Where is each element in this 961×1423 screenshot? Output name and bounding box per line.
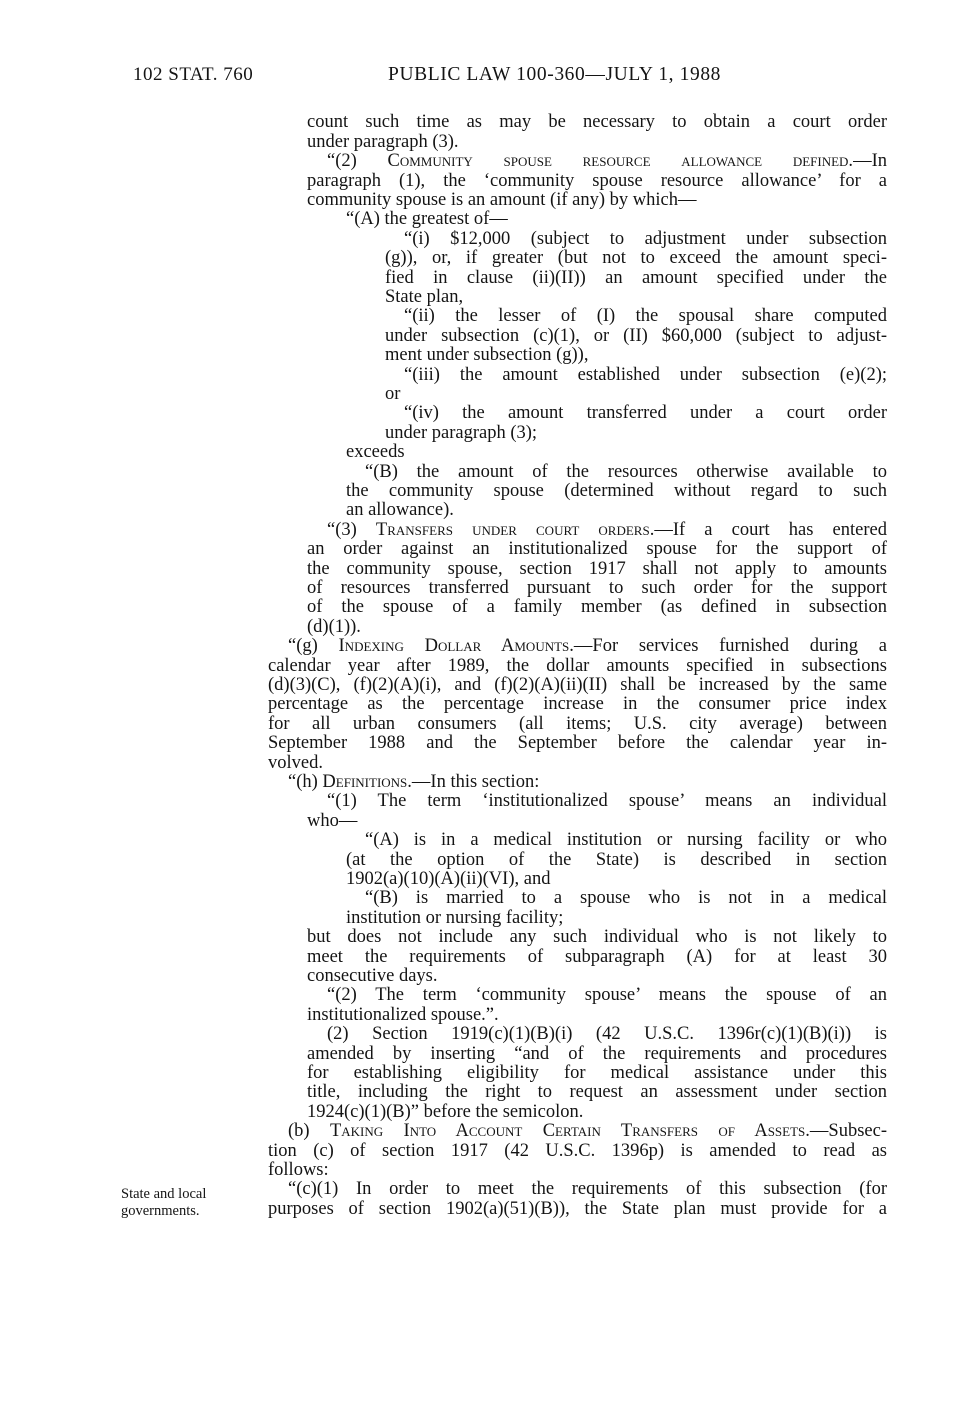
text-line: “(i) $12,000 (subject to adjustment under subsection [404, 230, 887, 249]
text-line: ment under subsection (g)), [385, 346, 589, 365]
section-number: “(h) [288, 773, 323, 792]
text-line: (g)), or, if greater (but not to exceed the amount speci- [385, 249, 887, 268]
text-line: count such time as may be necessary to obtain a court order [307, 113, 887, 132]
text-line: of resources transferred pursuant to such order for the support [307, 579, 887, 598]
stat-page-reference: 102 STAT. 760 [133, 64, 254, 85]
section-heading: Community spouse resource allowance defined. [387, 152, 854, 171]
text-line: “(iii) the amount established under subsection (e)(2); [404, 366, 887, 385]
margin-note-line: governments. [121, 1203, 200, 1219]
text-line: the community spouse (determined without regard to such [346, 482, 887, 501]
section-heading: Definitions. [322, 773, 412, 792]
text-line: paragraph (1), the ‘community spouse resource allowance’ for a [307, 172, 887, 191]
text-line: but does not include any such individual who is not likely to [307, 928, 887, 947]
section-number: (b) [288, 1122, 330, 1141]
margin-note-line: State and local [121, 1186, 207, 1202]
section-heading-line [288, 773, 887, 793]
text-line: under subsection (c)(1), or (II) $60,000 (subject to adjust- [385, 327, 887, 346]
text-line: of the spouse of a family member (as defined in subsection [307, 598, 887, 617]
section-heading: Transfers under court orders. [375, 521, 655, 540]
text-line: September 1988 and the September before the calendar year in- [268, 734, 887, 753]
section-text: —In this section: [411, 773, 540, 792]
section-number: “(2) [327, 152, 388, 171]
text-line: (d)(3)(C), (f)(2)(A)(i), and (f)(2)(A)(ii)(II) shall be increased by the same [268, 676, 887, 695]
text-line: “(iv) the amount transferred under a court order [404, 404, 887, 423]
text-line: volved. [268, 754, 323, 773]
text-line: “(B) is married to a spouse who is not in a medical [365, 889, 887, 908]
text-line: under paragraph (3); [385, 424, 538, 443]
text-line: “(1) The term ‘institutionalized spouse’ means an individual [327, 792, 887, 811]
section-heading: Indexing Dollar Amounts. [338, 637, 574, 656]
text-line: follows: [268, 1161, 329, 1180]
section-heading-line [288, 637, 887, 657]
text-line: “(c)(1) In order to meet the requirements of this subsection (for [288, 1180, 887, 1199]
section-number: “(g) [288, 637, 339, 656]
text-line: who— [307, 812, 358, 831]
section-heading-line [288, 1122, 887, 1142]
section-heading-line [327, 521, 887, 541]
section-text: —In [853, 152, 887, 171]
page-header [0, 64, 961, 90]
text-line: an order against an institutionalized spouse for the support of [307, 540, 887, 559]
text-line: “(B) the amount of the resources otherwise available to [365, 463, 887, 482]
text-line: meet the requirements of subparagraph (A) for at least 30 [307, 948, 887, 967]
text-line: under paragraph (3). [307, 133, 459, 152]
text-line: or [385, 385, 401, 404]
text-line: percentage as the percentage increase in the consumer price index [268, 695, 887, 714]
section-text: —For services furnished during a [573, 637, 887, 656]
section-heading-line [327, 152, 887, 172]
text-line: for all urban consumers (all items; U.S. city average) between [268, 715, 887, 734]
text-line: for establishing eligibility for medical assistance under this [307, 1064, 887, 1083]
margin-note [121, 1186, 206, 1220]
text-line: calendar year after 1989, the dollar amounts specified in subsections [268, 657, 887, 676]
text-line: State plan, [385, 288, 464, 307]
text-line: exceeds [346, 443, 405, 462]
text-line: institutionalized spouse.”. [307, 1006, 499, 1025]
section-text: —Subsec- [809, 1122, 887, 1141]
text-line: community spouse is an amount (if any) by which— [307, 191, 697, 210]
text-line: title, including the right to request an assessment under section [307, 1083, 887, 1102]
text-line: 1902(a)(10)(A)(ii)(VI), and [346, 870, 551, 889]
text-line: consecutive days. [307, 967, 438, 986]
text-line: “(A) is in a medical institution or nursing facility or who [365, 831, 887, 850]
text-line: institution or nursing facility; [346, 909, 564, 928]
law-title: PUBLIC LAW 100-360—JULY 1, 1988 [388, 64, 722, 85]
text-line: “(ii) the lesser of (I) the spousal share computed [404, 307, 887, 326]
section-number: “(3) [327, 521, 376, 540]
text-line: purposes of section 1902(a)(51)(B)), the State plan must provide for a [268, 1200, 887, 1219]
text-line: (2) Section 1919(c)(1)(B)(i) (42 U.S.C. 1396r(c)(1)(B)(i)) is [327, 1025, 887, 1044]
text-line: the community spouse, section 1917 shall not apply to amounts [307, 560, 887, 579]
text-line: amended by inserting “and of the requirements and procedures [307, 1045, 887, 1064]
text-line: fied in clause (ii)(II)) an amount specified under the [385, 269, 887, 288]
text-line: tion (c) of section 1917 (42 U.S.C. 1396p) is amended to read as [268, 1142, 887, 1161]
section-text: —If a court has entered [654, 521, 887, 540]
text-line: 1924(c)(1)(B)” before the semicolon. [307, 1103, 584, 1122]
text-line: an allowance). [346, 501, 454, 520]
text-line: “(A) the greatest of— [346, 210, 508, 229]
text-line: (d)(1)). [307, 618, 361, 637]
section-heading: Taking Into Account Certain Transfers of Assets. [329, 1122, 810, 1141]
text-line: (at the option of the State) is described in section [346, 851, 887, 870]
text-line: “(2) The term ‘community spouse’ means the spouse of an [327, 986, 887, 1005]
